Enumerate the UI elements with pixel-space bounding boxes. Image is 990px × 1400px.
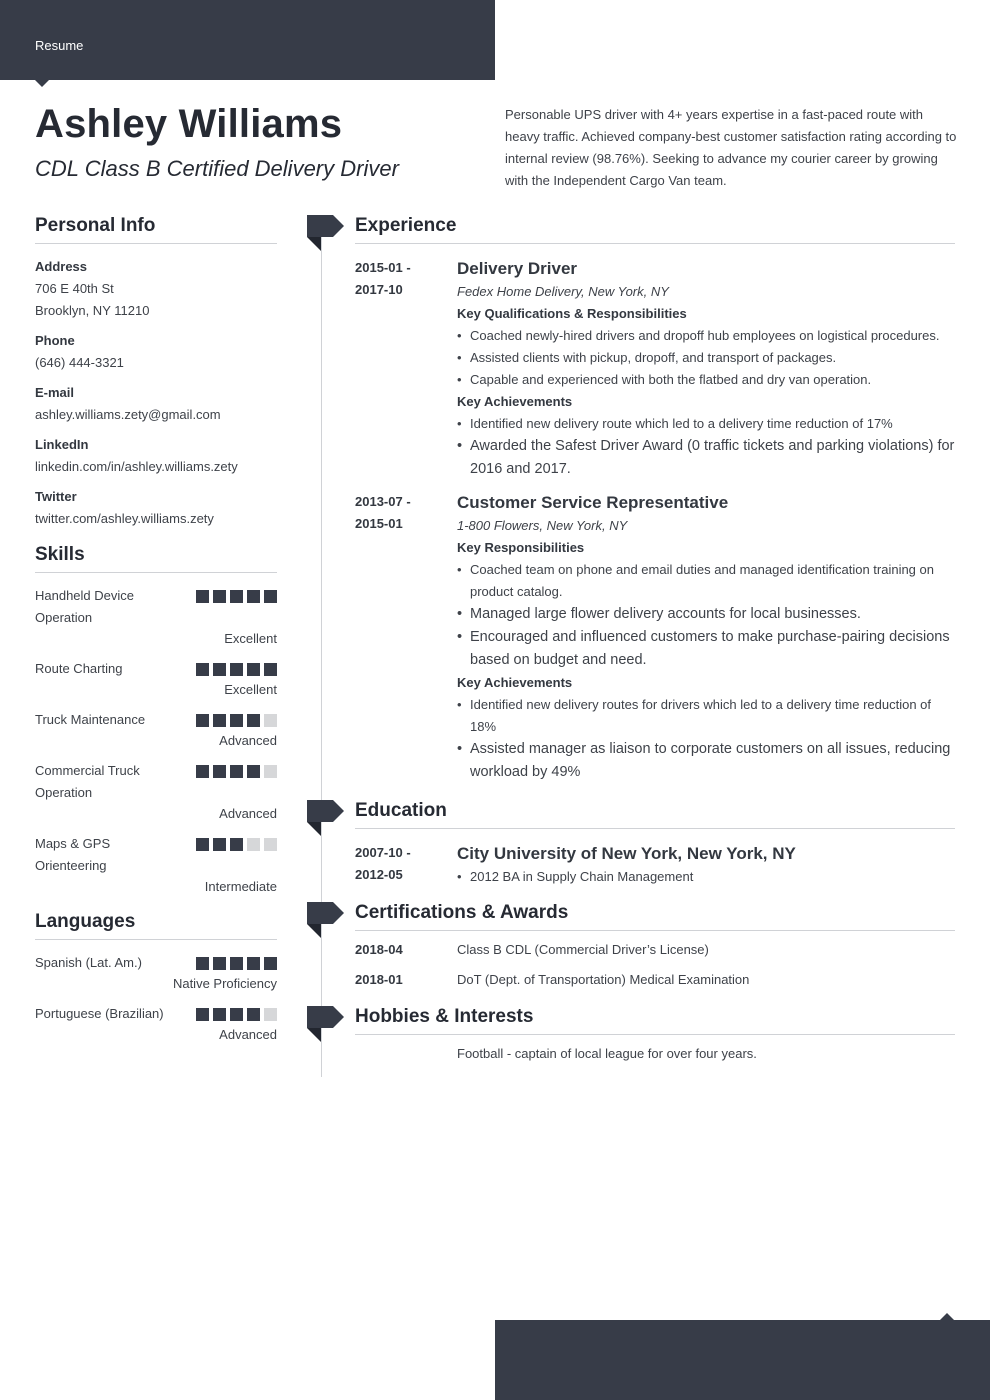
header-band — [0, 0, 495, 80]
job-entry — [355, 257, 955, 481]
proficiency-level: Native Proficiency — [172, 976, 277, 991]
rating-square-filled-icon — [213, 663, 226, 676]
date-end: 2015-01 — [355, 516, 403, 531]
job-title: Delivery Driver — [457, 259, 578, 278]
rating-square-empty-icon — [264, 838, 277, 851]
rating-square-filled-icon — [196, 957, 209, 970]
rating-square-filled-icon — [230, 838, 243, 851]
rating-square-empty-icon — [264, 1008, 277, 1021]
rating-bar — [196, 714, 277, 727]
date-start: 2013-07 - — [355, 494, 411, 509]
rating-square-filled-icon — [264, 663, 277, 676]
skills-section — [35, 544, 277, 897]
responsibilities-list — [457, 325, 955, 391]
twitter-link[interactable]: twitter.com/ashley.williams.zety — [35, 511, 214, 526]
rating-square-filled-icon — [247, 590, 260, 603]
section-heading: Certifications & Awards — [355, 902, 955, 931]
list-item: • Capable and experienced with both the flatbed and dry van operation. — [457, 369, 955, 391]
section-heading: Hobbies & Interests — [355, 1006, 955, 1035]
rating-square-filled-icon — [230, 590, 243, 603]
languages-list — [35, 952, 277, 1045]
language-item — [35, 1003, 277, 1045]
proficiency-level: Advanced — [219, 1027, 277, 1042]
rating-square-filled-icon — [247, 765, 260, 778]
proficiency-level: Advanced — [219, 733, 277, 748]
rating-square-empty-icon — [247, 838, 260, 851]
list-item: • Identified new delivery route which led to a delivery time reduction of 17% — [457, 413, 955, 435]
proficiency-level: Advanced — [219, 806, 277, 821]
skill-name: Maps & GPS Orienteering — [35, 836, 111, 873]
address-line2: Brooklyn, NY 11210 — [35, 303, 150, 318]
skills-list — [35, 585, 277, 897]
section-heading: Experience — [355, 215, 955, 244]
rating-bar — [196, 838, 277, 851]
rating-square-filled-icon — [213, 590, 226, 603]
skill-item — [35, 760, 277, 824]
rating-square-filled-icon — [213, 957, 226, 970]
job-entry — [355, 491, 955, 784]
section-flag-icon — [307, 800, 344, 837]
date-end: 2012-05 — [355, 867, 403, 882]
language-name: Portuguese (Brazilian) — [35, 1006, 164, 1021]
school-name: City University of New York, New York, NY — [457, 844, 796, 863]
achievements-heading: Key Achievements — [457, 675, 573, 690]
proficiency-level: Excellent — [224, 631, 277, 646]
hobby-entry — [355, 1043, 955, 1065]
email-value[interactable]: ashley.williams.zety@gmail.com — [35, 407, 221, 422]
phone-label: Phone — [35, 333, 75, 348]
rating-square-empty-icon — [264, 714, 277, 727]
section-heading: Languages — [35, 911, 277, 940]
skill-name: Handheld Device Operation — [35, 588, 135, 625]
certification-entry — [355, 939, 955, 961]
certification-name: DoT (Dept. of Transportation) Medical Examination — [457, 972, 750, 987]
achievements-heading: Key Achievements — [457, 394, 573, 409]
job-company: 1-800 Flowers, New York, NY — [457, 518, 628, 533]
footer-notch-decoration — [940, 1313, 954, 1320]
rating-square-filled-icon — [213, 765, 226, 778]
list-item: • Encouraged and influenced customers to make purchase-pairing decisions based on budget and need. — [457, 626, 955, 672]
responsibilities-heading: Key Responsibilities — [457, 540, 585, 555]
rating-square-filled-icon — [230, 957, 243, 970]
rating-bar — [196, 1008, 277, 1021]
list-item: • Coached newly-hired drivers and dropoff hub employees on logistical procedures. — [457, 325, 955, 347]
rating-square-filled-icon — [196, 663, 209, 676]
footer-band — [495, 1320, 990, 1400]
languages-section — [35, 911, 277, 1045]
date-start: 2015-01 - — [355, 260, 411, 275]
rating-square-filled-icon — [230, 663, 243, 676]
experience-section — [355, 215, 955, 784]
rating-square-filled-icon — [247, 663, 260, 676]
twitter-label: Twitter — [35, 489, 77, 504]
education-dates — [355, 842, 445, 886]
rating-square-filled-icon — [196, 1008, 209, 1021]
section-flag-icon — [307, 1006, 344, 1043]
list-item: • Managed large flower delivery accounts for local businesses. — [457, 603, 955, 626]
timeline-line — [321, 235, 322, 1077]
responsibilities-list — [457, 559, 955, 672]
rating-square-filled-icon — [230, 765, 243, 778]
section-heading: Education — [355, 800, 955, 829]
list-item: • Assisted manager as liaison to corporate customers on all issues, reducing workload by 49% — [457, 738, 955, 784]
hobby-text: Football - captain of local league for over four years. — [457, 1046, 757, 1061]
linkedin-link[interactable]: linkedin.com/in/ashley.williams.zety — [35, 459, 238, 474]
rating-square-filled-icon — [213, 1008, 226, 1021]
address-group — [35, 256, 277, 322]
education-details-list — [457, 866, 955, 888]
achievements-list — [457, 413, 955, 481]
certification-date: 2018-01 — [355, 972, 403, 987]
achievements-list — [457, 694, 955, 784]
date-start: 2007-10 - — [355, 845, 411, 860]
profile-summary: Personable UPS driver with 4+ years expertise in a fast-paced route with heavy traffic. Achieved company-best customer satisfaction rating according to internal review (98.76%). Seeking to advance my courier career by growing with the Independent Cargo Van team. — [505, 107, 957, 188]
hobbies-section — [355, 1006, 955, 1065]
rating-square-filled-icon — [264, 590, 277, 603]
address-line1: 706 E 40th St — [35, 281, 114, 296]
rating-square-empty-icon — [264, 765, 277, 778]
rating-square-filled-icon — [230, 1008, 243, 1021]
section-heading: Personal Info — [35, 215, 277, 244]
candidate-title: CDL Class B Certified Delivery Driver — [35, 156, 399, 181]
section-flag-icon — [307, 215, 344, 252]
certification-date: 2018-04 — [355, 942, 403, 957]
email-group — [35, 382, 277, 426]
responsibilities-heading: Key Qualifications & Responsibilities — [457, 306, 687, 321]
rating-bar — [196, 957, 277, 970]
job-company: Fedex Home Delivery, New York, NY — [457, 284, 669, 299]
job-dates — [355, 257, 445, 301]
rating-bar — [196, 663, 277, 676]
rating-square-filled-icon — [213, 838, 226, 851]
section-flag-icon — [307, 902, 344, 939]
skill-item — [35, 833, 277, 897]
rating-square-filled-icon — [247, 714, 260, 727]
skill-item — [35, 658, 277, 700]
rating-square-filled-icon — [264, 957, 277, 970]
rating-square-filled-icon — [230, 714, 243, 727]
header-notch-decoration — [35, 80, 49, 87]
section-heading: Skills — [35, 544, 277, 573]
education-entry — [355, 842, 955, 888]
left-column — [35, 215, 277, 1054]
proficiency-level: Intermediate — [204, 879, 277, 894]
phone-group — [35, 330, 277, 374]
resume-tab-label: Resume — [35, 38, 84, 53]
rating-square-filled-icon — [196, 590, 209, 603]
skill-item — [35, 585, 277, 649]
job-dates — [355, 491, 445, 535]
rating-square-filled-icon — [196, 838, 209, 851]
certifications-section — [355, 902, 955, 991]
rating-square-filled-icon — [213, 714, 226, 727]
linkedin-group — [35, 434, 277, 478]
rating-square-filled-icon — [247, 1008, 260, 1021]
rating-square-filled-icon — [247, 957, 260, 970]
rating-square-filled-icon — [196, 765, 209, 778]
twitter-group — [35, 486, 277, 530]
proficiency-level: Excellent — [224, 682, 277, 697]
rating-square-filled-icon — [196, 714, 209, 727]
education-section — [355, 800, 955, 888]
skill-name: Route Charting — [35, 661, 123, 676]
job-title: Customer Service Representative — [457, 493, 729, 512]
skill-item — [35, 709, 277, 751]
list-item: • Identified new delivery routes for drivers which led to a delivery time reduction of 18% — [457, 694, 955, 738]
email-label: E-mail — [35, 385, 75, 400]
list-item: • 2012 BA in Supply Chain Management — [457, 866, 955, 888]
linkedin-label: LinkedIn — [35, 437, 89, 452]
list-item: • Coached team on phone and email duties and managed identification training on product catalog. — [457, 559, 955, 603]
rating-bar — [196, 590, 277, 603]
address-label: Address — [35, 259, 88, 274]
phone-value: (646) 444-3321 — [35, 355, 124, 370]
rating-bar — [196, 765, 277, 778]
list-item: • Awarded the Safest Driver Award (0 traffic tickets and parking violations) for 2016 and 2017. — [457, 435, 955, 481]
certification-entry — [355, 969, 955, 991]
skill-name: Truck Maintenance — [35, 712, 146, 727]
list-item: • Assisted clients with pickup, dropoff, and transport of packages. — [457, 347, 955, 369]
certification-name: Class B CDL (Commercial Driver’s License) — [457, 942, 709, 957]
candidate-name: Ashley Williams — [35, 102, 343, 146]
personal-info-section — [35, 215, 277, 530]
language-item — [35, 952, 277, 994]
skill-name: Commercial Truck Operation — [35, 763, 140, 800]
language-name: Spanish (Lat. Am.) — [35, 955, 142, 970]
date-end: 2017-10 — [355, 282, 403, 297]
